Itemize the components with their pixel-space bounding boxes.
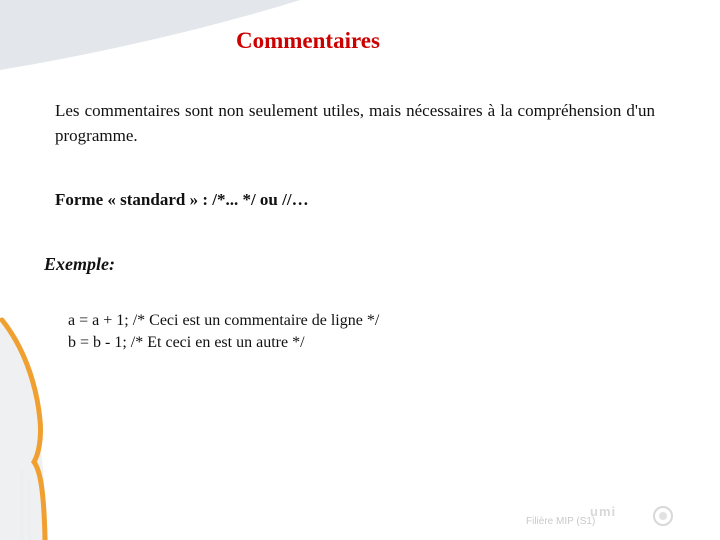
code-line: b = b - 1; /* Et ceci en est un autre */ bbox=[68, 334, 305, 351]
code-example bbox=[68, 310, 379, 354]
faculty-seal-icon bbox=[652, 505, 674, 527]
example-label: Exemple: bbox=[44, 254, 115, 274]
decor-bar-2 bbox=[28, 480, 31, 540]
umi-logo: umi bbox=[590, 504, 617, 519]
slide-title: Commentaires bbox=[236, 28, 380, 53]
standard-form-line: Forme « standard » : /*... */ ou //… bbox=[55, 190, 309, 209]
decor-bar-1 bbox=[20, 470, 24, 540]
code-line: a = a + 1; /* Ceci est un commentaire de ligne */ bbox=[68, 312, 380, 329]
footer-text: Filière MIP (S1) bbox=[526, 516, 596, 527]
intro-paragraph: Les commentaires sont non seulement utiles, mais nécessaires à la compréhension d'un programme. bbox=[55, 101, 655, 145]
